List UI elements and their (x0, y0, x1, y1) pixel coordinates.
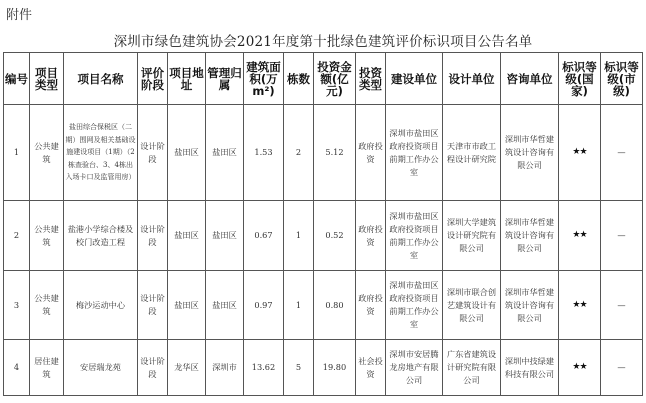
cell-stage: 设计阶段 (138, 271, 168, 340)
cell-buildings: 1 (284, 271, 314, 340)
cell-grade-city: — (601, 105, 643, 201)
cell-designer: 广东省建筑设计研究院有限公司 (443, 340, 501, 396)
cell-investment-type: 政府投资 (356, 271, 386, 340)
cell-stage: 设计阶段 (138, 340, 168, 396)
cell-buildings: 5 (284, 340, 314, 396)
cell-designer: 深圳市联合创艺建筑设计有限公司 (443, 271, 501, 340)
cell-consultant: 深圳市华哲建筑设计咨询有限公司 (501, 105, 559, 201)
project-table (3, 52, 643, 396)
cell-grade-national: ★★ (559, 271, 601, 340)
cell-no: 3 (4, 271, 30, 340)
cell-investment-type: 政府投资 (356, 105, 386, 201)
cell-name: 安居瑞龙苑 (64, 340, 138, 396)
cell-type: 公共建筑 (30, 201, 64, 271)
cell-type: 居住建筑 (30, 340, 64, 396)
document-title: 深圳市绿色建筑协会2021年度第十批绿色建筑评价标识项目公告名单 (113, 34, 533, 50)
cell-area: 0.67 (244, 201, 284, 271)
cell-location: 盐田区 (168, 201, 206, 271)
cell-stage: 设计阶段 (138, 201, 168, 271)
cell-investment-type: 社会投资 (356, 340, 386, 396)
cell-type: 公共建筑 (30, 105, 64, 201)
header-investment: 投资金额(亿元) (314, 53, 356, 105)
cell-builder: 深圳市安居腾龙房地产有限公司 (386, 340, 443, 396)
cell-name: 盐港小学综合楼及校门改造工程 (64, 201, 138, 271)
header-location: 项目地址 (168, 53, 206, 105)
cell-grade-national: ★★ (559, 105, 601, 201)
header-investment-type: 投资类型 (356, 53, 386, 105)
cell-builder: 深圳市盐田区政府投资项目前期工作办公室 (386, 201, 443, 271)
cell-no: 1 (4, 105, 30, 201)
cell-no: 4 (4, 340, 30, 396)
cell-grade-city: — (601, 340, 643, 396)
cell-type: 公共建筑 (30, 271, 64, 340)
cell-management: 盐田区 (206, 271, 244, 340)
cell-location: 盐田区 (168, 105, 206, 201)
cell-location: 龙华区 (168, 340, 206, 396)
cell-investment: 0.80 (314, 271, 356, 340)
cell-location: 盐田区 (168, 271, 206, 340)
cell-grade-city: — (601, 201, 643, 271)
attachment-label: 附件 (6, 8, 33, 23)
cell-management: 深圳市 (206, 340, 244, 396)
cell-designer: 深圳大学建筑设计研究院有限公司 (443, 201, 501, 271)
cell-consultant: 深圳中技绿建科技有限公司 (501, 340, 559, 396)
cell-management: 盐田区 (206, 105, 244, 201)
header-no: 编号 (4, 53, 30, 105)
header-designer: 设计单位 (443, 53, 501, 105)
cell-management: 盐田区 (206, 201, 244, 271)
header-name: 项目名称 (64, 53, 138, 105)
cell-investment: 0.52 (314, 201, 356, 271)
table-row (4, 201, 643, 271)
header-type: 项目类型 (30, 53, 64, 105)
table-row (4, 271, 643, 340)
cell-designer: 天津市市政工程设计研究院 (443, 105, 501, 201)
cell-buildings: 1 (284, 201, 314, 271)
cell-area: 0.97 (244, 271, 284, 340)
table-row (4, 105, 643, 201)
cell-grade-national: ★★ (559, 340, 601, 396)
table-row (4, 340, 643, 396)
header-buildings: 栋数 (284, 53, 314, 105)
cell-consultant: 深圳市华哲建筑设计咨询有限公司 (501, 201, 559, 271)
cell-investment: 19.80 (314, 340, 356, 396)
cell-name: 盐田综合保税区（二期）围网及相关基础设施建设项目（1期）（2栋查验台、3、4栋出入场卡口及监管用房） (64, 105, 138, 201)
cell-area: 1.53 (244, 105, 284, 201)
cell-name: 梅沙运动中心 (64, 271, 138, 340)
cell-builder: 深圳市盐田区政府投资项目前期工作办公室 (386, 271, 443, 340)
header-consultant: 咨询单位 (501, 53, 559, 105)
cell-stage: 设计阶段 (138, 105, 168, 201)
header-area: 建筑面积(万m²) (244, 53, 284, 105)
header-management: 管理归属 (206, 53, 244, 105)
cell-no: 2 (4, 201, 30, 271)
table-header-row (4, 53, 643, 105)
cell-investment-type: 政府投资 (356, 201, 386, 271)
cell-buildings: 2 (284, 105, 314, 201)
cell-investment: 5.12 (314, 105, 356, 201)
header-stage: 评价阶段 (138, 53, 168, 105)
cell-consultant: 深圳市华哲建筑设计咨询有限公司 (501, 271, 559, 340)
cell-grade-national: ★★ (559, 201, 601, 271)
header-grade-city: 标识等级(市级) (601, 53, 643, 105)
cell-grade-city: — (601, 271, 643, 340)
cell-builder: 深圳市盐田区政府投资项目前期工作办公室 (386, 105, 443, 201)
header-builder: 建设单位 (386, 53, 443, 105)
cell-area: 13.62 (244, 340, 284, 396)
header-grade-national: 标识等级(国家) (559, 53, 601, 105)
